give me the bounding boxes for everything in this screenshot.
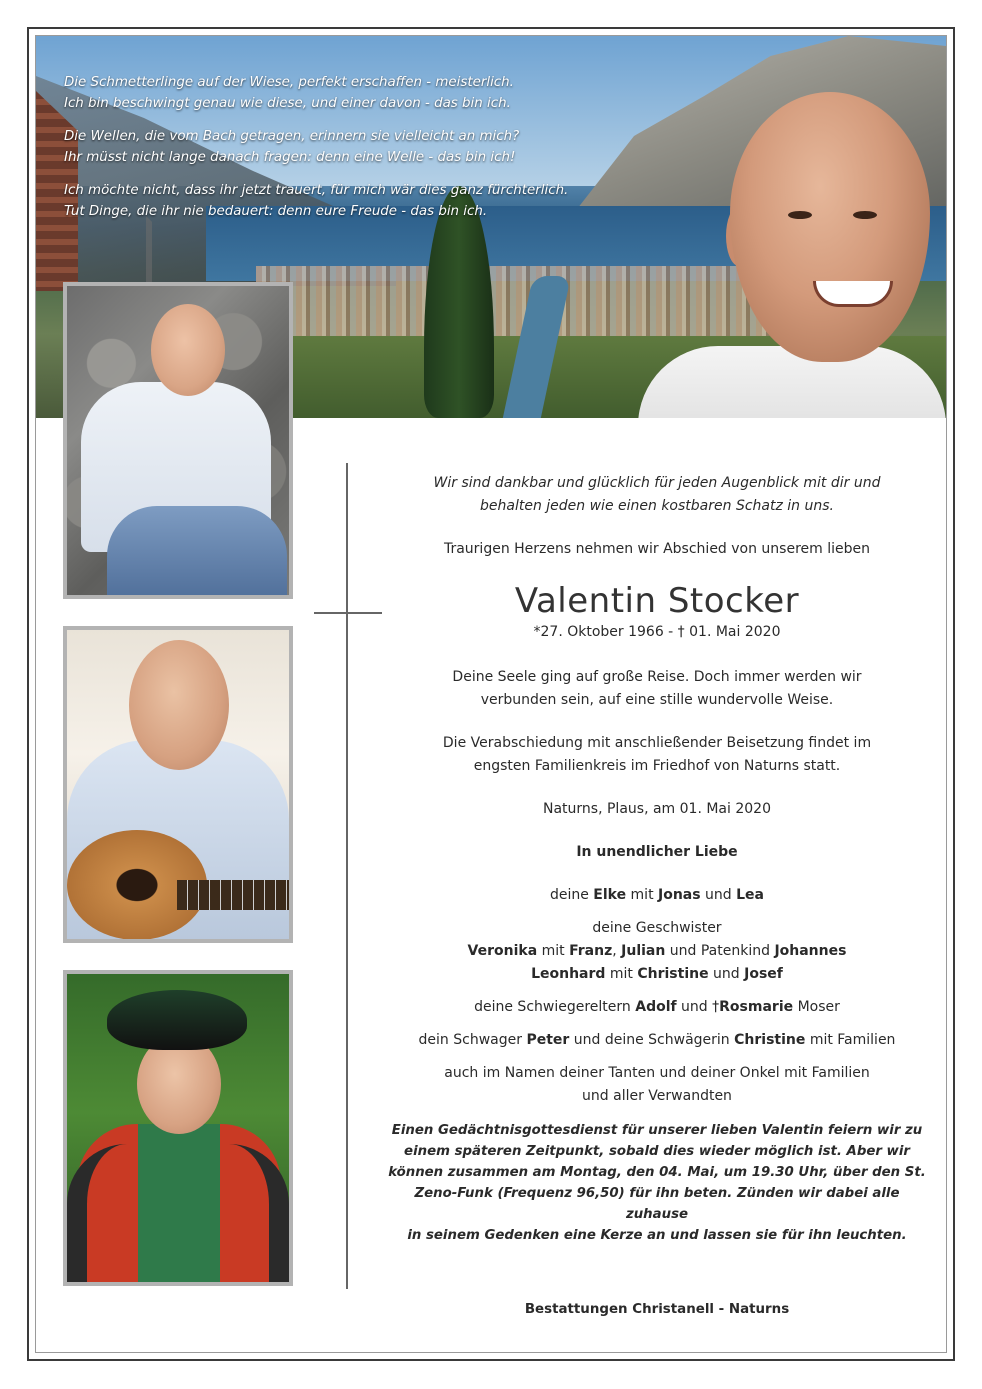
text: und	[700, 887, 737, 903]
poem-line: Ich bin beschwingt genau wie diese, und einer davon - das bin ich.	[64, 96, 511, 111]
poem-line: Die Wellen, die vom Bach getragen, erinnern sie vielleicht an mich?	[64, 129, 520, 144]
memorial-line: in seinem Gedenken eine Kerze an und lassen sie für ihn leuchten.	[407, 1228, 907, 1243]
text: und †	[676, 999, 720, 1015]
text: mit	[537, 943, 570, 959]
memorial-line: können zusammen am Montag, den 04. Mai, um 19.30 Uhr, über den St.	[388, 1165, 926, 1180]
photo-head	[151, 304, 225, 396]
love-heading: In unendlicher Liebe	[576, 844, 738, 860]
poem-stanza	[64, 72, 624, 114]
poem-line: Tut Dinge, die ihr nie bedauert: denn eure Freude - das bin ich.	[64, 204, 488, 219]
deceased-name: Valentin Stocker	[514, 581, 800, 621]
memorial-line: Einen Gedächtnisgottesdienst für unserer lieben Valentin feiern wir zu	[391, 1123, 923, 1138]
intro-text	[382, 472, 932, 518]
memorial-line: Zeno-Funk (Frequenz 96,50) für ihn beten. Zünden wir dabei alle zuhause	[414, 1186, 900, 1222]
intro-line: behalten jeden wie einen kostbaren Schatz in uns.	[480, 498, 834, 514]
cross-vertical-bar	[346, 463, 348, 1289]
text: und	[708, 966, 745, 982]
family-relatives	[382, 1062, 932, 1108]
text: mit	[626, 887, 659, 903]
memorial-line: einem späteren Zeitpunkt, sobald dies wieder möglich ist. Aber wir	[404, 1144, 910, 1159]
name: Rosmarie	[719, 999, 794, 1015]
text: deine Schwiegereltern	[474, 999, 636, 1015]
text: mit	[605, 966, 638, 982]
portrait-eye-right	[853, 211, 877, 219]
photo-guitar	[63, 626, 293, 943]
name: Christine	[734, 1032, 806, 1048]
relatives-line: und aller Verwandten	[582, 1088, 732, 1104]
verse-line: Deine Seele ging auf große Reise. Doch immer werden wir	[452, 669, 862, 685]
siblings-label: deine Geschwister	[592, 920, 722, 936]
photo-head	[129, 640, 229, 770]
poem	[64, 72, 624, 234]
name: Elke	[593, 887, 627, 903]
name: Franz	[569, 943, 613, 959]
text: dein Schwager	[418, 1032, 527, 1048]
text: und deine Schwägerin	[569, 1032, 735, 1048]
name: Lea	[736, 887, 765, 903]
announcement-line: Die Verabschiedung mit anschließender Beisetzung findet im	[442, 735, 872, 751]
family-line-wife-children	[382, 884, 932, 907]
portrait-shirt	[638, 346, 946, 418]
text: deine	[549, 887, 594, 903]
text: mit Familien	[805, 1032, 896, 1048]
siblings-line	[382, 963, 932, 986]
funeral-announcement	[382, 732, 932, 778]
name: Jonas	[658, 887, 701, 903]
photo-sitting	[63, 282, 293, 599]
family-in-laws	[382, 996, 932, 1019]
announcement-line: engsten Familienkreis im Friedhof von Naturns statt.	[473, 758, 841, 774]
intro-line: Wir sind dankbar und glücklich für jeden Augenblick mit dir und	[433, 475, 881, 491]
name: Julian	[621, 943, 666, 959]
name: Leonhard	[531, 966, 606, 982]
text: ,	[612, 943, 622, 959]
obituary-text	[382, 472, 932, 1317]
siblings-line	[382, 940, 932, 963]
name: Johannes	[774, 943, 847, 959]
verse-text	[382, 666, 932, 712]
verse-line: verbunden sein, auf eine stille wundervolle Weise.	[480, 692, 834, 708]
name: Peter	[526, 1032, 570, 1048]
name: Christine	[637, 966, 709, 982]
guitar-neck	[177, 880, 293, 910]
poem-stanza	[64, 180, 624, 222]
place-date: Naturns, Plaus, am 01. Mai 2020	[543, 801, 771, 817]
name: Josef	[744, 966, 783, 982]
memorial-service-notice	[382, 1120, 932, 1246]
lead-text: Traurigen Herzens nehmen wir Abschied von unserem lieben	[443, 541, 871, 557]
photo-jacket	[67, 1144, 289, 1286]
name: Veronika	[467, 943, 538, 959]
family-siblings	[382, 917, 932, 986]
text: Moser	[793, 999, 840, 1015]
undertaker: Bestattungen Christanell - Naturns	[524, 1302, 790, 1317]
portrait-eye-left	[788, 211, 812, 219]
text: und Patenkind	[665, 943, 775, 959]
portrait-head	[730, 92, 930, 362]
poem-line: Die Schmetterlinge auf der Wiese, perfekt erschaffen - meisterlich.	[64, 75, 514, 90]
photo-traditional-costume	[63, 970, 293, 1286]
photo-hat	[107, 990, 247, 1050]
hero-portrait	[638, 76, 946, 418]
photo-jeans	[107, 506, 287, 599]
poem-line: Ich möchte nicht, dass ihr jetzt trauert, für mich wär dies ganz fürchterlich.	[64, 183, 569, 198]
life-dates: *27. Oktober 1966 - † 01. Mai 2020	[533, 624, 781, 640]
family-brothers-sisters-in-law	[382, 1029, 932, 1052]
poem-stanza	[64, 126, 624, 168]
cross-horizontal-bar	[314, 612, 382, 614]
name: Adolf	[635, 999, 677, 1015]
poem-line: Ihr müsst nicht lange danach fragen: denn eine Welle - das bin ich!	[64, 150, 516, 165]
relatives-line: auch im Namen deiner Tanten und deiner Onkel mit Familien	[444, 1065, 870, 1081]
